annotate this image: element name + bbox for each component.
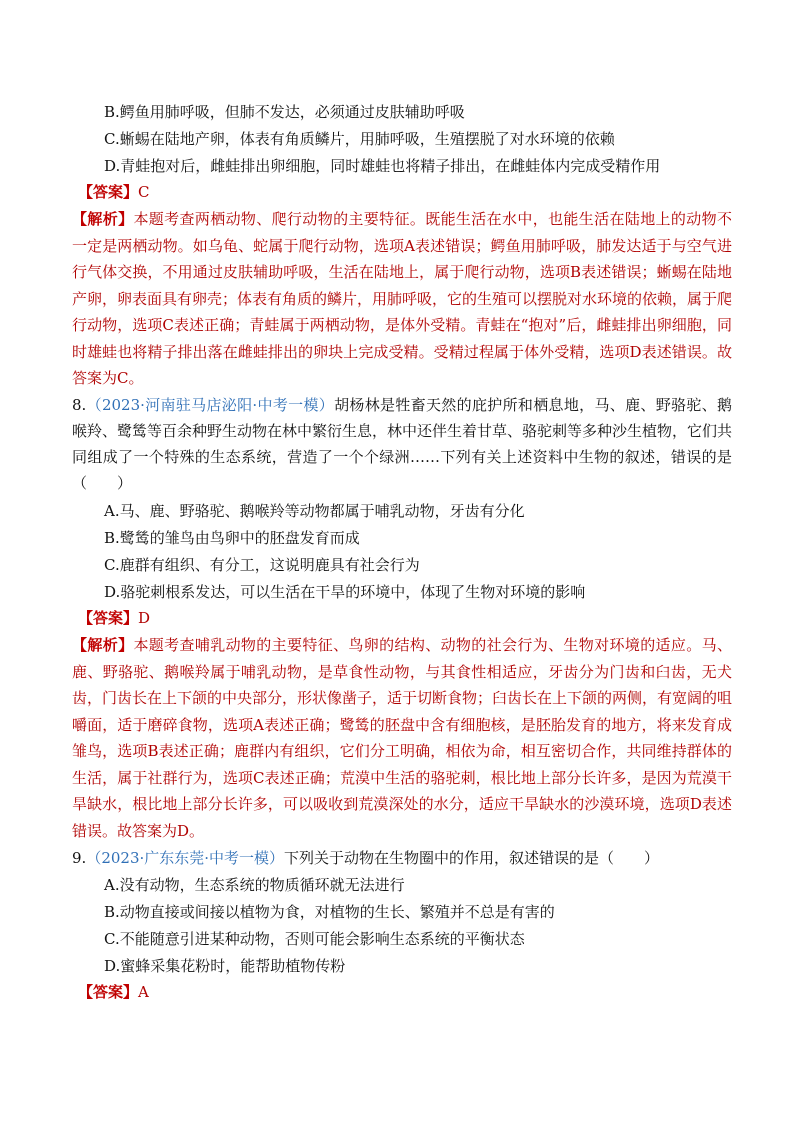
q8-answer <box>78 608 150 628</box>
answer-value: A <box>138 983 149 1001</box>
question-text: 下列关于动物在生物圈中的作用，叙述错误的是（ ） <box>284 849 660 867</box>
q9-option-b: B.动物直接或间接以植物为食，对植物的生长、繁殖并不总是有害的 <box>104 903 555 921</box>
q7-option-d: D.青蛙抱对后，雌蛙排出卵细胞，同时雄蛙也将精子排出，在雌蛙体内完成受精作用 <box>104 157 661 175</box>
q7-analysis <box>72 206 732 392</box>
answer-value: D <box>138 609 151 627</box>
q7-option-b: B.鳄鱼用肺呼吸，但肺不发达，必须通过皮肤辅助呼吸 <box>104 103 465 121</box>
analysis-tag: 【解析】 <box>72 636 134 654</box>
q8-option-d: D.骆驼刺根系发达，可以生活在干旱的环境中，体现了生物对环境的影响 <box>104 583 586 601</box>
q8-option-c: C.鹿群有组织、有分工，这说明鹿具有社会行为 <box>104 556 420 574</box>
analysis-tag: 【解析】 <box>72 210 134 228</box>
q9-stem <box>72 848 659 868</box>
q7-answer <box>78 182 150 202</box>
answer-tag: 【答案】 <box>78 983 139 1001</box>
q9-option-c: C.不能随意引进某种动物，否则可能会影响生态系统的平衡状态 <box>104 930 525 948</box>
answer-value: C <box>138 183 150 201</box>
analysis-text: 本题考查两栖动物、爬行动物的主要特征。既能生活在水中，也能生活在陆地上的动物不一定是两栖动物。如乌龟、蛇属于爬行动物，选项A表述错误；鳄鱼用肺呼吸，肺发达适于与空气进行气体交换，不用通过皮肤辅助呼吸，生活在陆地上，属于爬行动物，选项B表述错误；蜥蜴在陆地产卵，卵表面具有卵壳；体表有角质的鳞片，用肺呼吸，它的生殖可以摆脱对水环境的依赖，属于爬行动物，选项C表述正确；青蛙属于两栖动物，是体外受精。青蛙在“抱对”后，雌蛙排出卵细胞，同时雄蛙也将精子排出落在雌蛙排出的卵块上完成受精。受精过程属于体外受精，选项D表述错误。故答案为C。 <box>72 210 733 387</box>
q8-analysis <box>72 632 732 844</box>
question-number: 8. <box>72 396 87 414</box>
question-source: （2023·河南驻马店泌阳·中考一模） <box>86 396 335 414</box>
q9-option-a: A.没有动物，生态系统的物质循环就无法进行 <box>104 876 405 894</box>
question-text: 胡杨林是牲畜天然的庇护所和栖息地，马、鹿、野骆驼、鹅喉羚、鹭鸶等百余种野生动物在林中繁衍生息，林中还伴生着甘草、骆驼刺等多种沙生植物，它们共同组成了一个特殊的生态系统，营造了一个个绿洲……下列有关上述资料中生物的叙述，错误的是（ ） <box>72 396 733 492</box>
answer-tag: 【答案】 <box>78 609 139 627</box>
analysis-text: 本题考查哺乳动物的主要特征、鸟卵的结构、动物的社会行为、生物对环境的适应。马、鹿、野骆驼、鹅喉羚属于哺乳动物，是草食性动物，与其食性相适应，牙齿分为门齿和臼齿，无犬齿，门齿长在上下颌的中央部分，形状像凿子，适于切断食物；臼齿长在上下颌的两侧，有宽阔的咀嚼面，适于磨碎食物，选项A表述正确；鹭鸶的胚盘中含有细胞核，是胚胎发育的地方，将来发育成雏鸟，选项B表述正确；鹿群内有组织，它们分工明确，相依为命，相互密切合作，共同维持群体的生活，属于社群行为，选项C表述正确；荒漠中生活的骆驼刺，根比地上部分长许多，是因为荒漠干旱缺水，根比地上部分长许多，可以吸收到荒漠深处的水分，适应干旱缺水的沙漠环境，选项D表述错误。故答案为D。 <box>72 636 733 840</box>
q8-option-a: A.马、鹿、野骆驼、鹅喉羚等动物都属于哺乳动物，牙齿有分化 <box>104 502 525 520</box>
q9-option-d: D.蜜蜂采集花粉时，能帮助植物传粉 <box>104 957 346 975</box>
answer-tag: 【答案】 <box>78 183 139 201</box>
q8-option-b: B.鹭鸶的雏鸟由鸟卵中的胚盘发育而成 <box>104 529 360 547</box>
question-source: （2023·广东东莞·中考一模） <box>86 849 285 867</box>
question-number: 9. <box>72 849 87 867</box>
q8-stem <box>72 392 732 496</box>
q9-answer <box>78 982 149 1002</box>
q7-option-c: C.蜥蜴在陆地产卵，体表有角质鳞片，用肺呼吸，生殖摆脱了对水环境的依赖 <box>104 130 615 148</box>
